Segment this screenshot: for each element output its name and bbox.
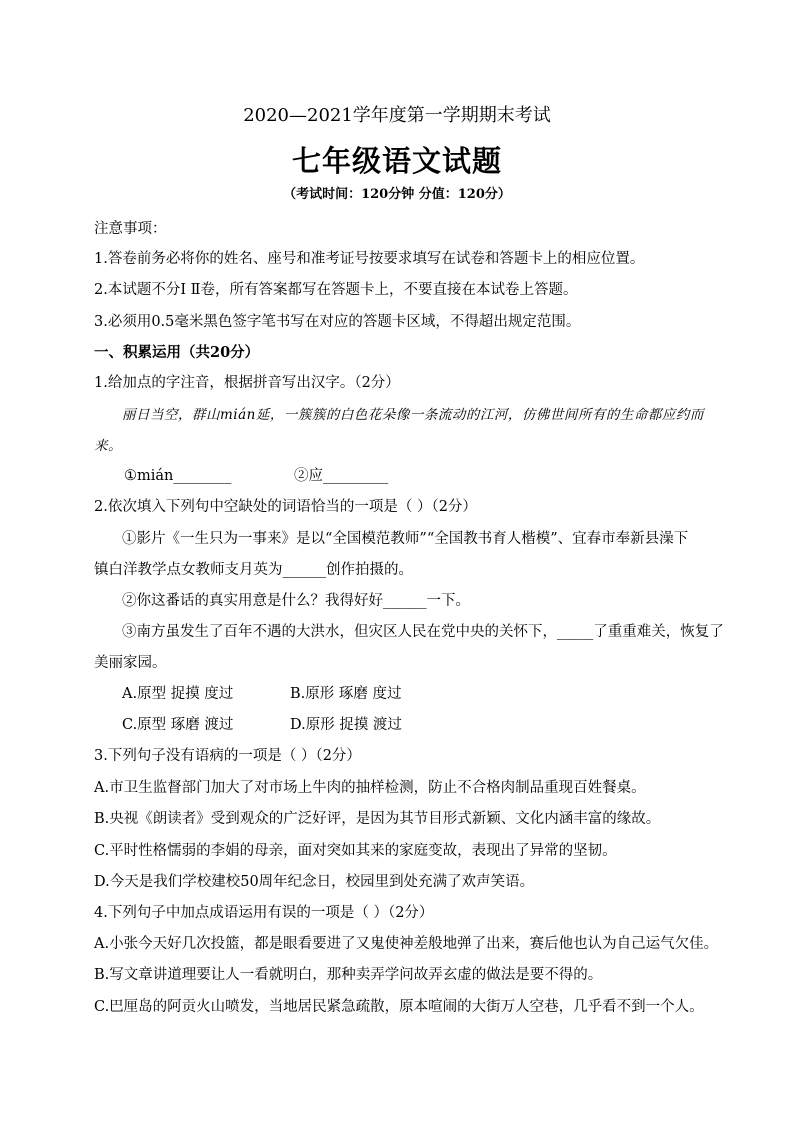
q2-sentence-2: ②你这番话的真实用意是什么？我得好好______一下。 — [122, 593, 470, 609]
q1-blank-1: ①mián________ — [124, 468, 232, 484]
q2-sentence-1-line-2: 镇白洋教学点女教师支月英为______创作拍摄的。 — [94, 562, 413, 578]
q1-passage-line-1: 丽日当空，群山mián延，一簇簇的白色花朵像一条流动的江河，仿佛世间所有的生命都应约而 — [122, 407, 704, 423]
q4-option-b: B.写文章讲道理要让人一看就明白，那种卖弄学问故弄玄虚的做法是要不得的。 — [94, 967, 603, 983]
section-heading: 一、积累运用（共20分） — [94, 344, 260, 361]
note-item-2: 2.本试题不分Ⅰ Ⅱ卷，所有答案都写在答题卡上，不要直接在本试卷上答题。 — [94, 282, 578, 298]
q4-stem: 4.下列句子中加点成语运用有误的一项是（ ）（2分） — [94, 905, 434, 921]
q2-option-c: C.原型 琢磨 渡过 — [122, 717, 234, 733]
q1-passage-line-2: 来。 — [94, 438, 122, 454]
q2-sentence-3-line-1: ③南方虽发生了百年不遇的大洪水，但灾区人民在党中央的关怀下，_____了重重难关，恢复了 — [122, 624, 724, 640]
q2-option-d: D.原形 捉摸 渡过 — [290, 717, 402, 733]
q2-stem: 2.依次填入下列句中空缺处的词语恰当的一项是（ ）（2分） — [94, 499, 477, 515]
q1-blank-2: ②应_________ — [294, 468, 389, 484]
q3-option-c: C.平时性格懦弱的李娟的母亲，面对突如其来的家庭变故，表现出了异常的坚韧。 — [94, 843, 617, 859]
q3-option-d: D.今天是我们学校建校50周年纪念日，校园里到处充满了欢声笑语。 — [94, 874, 535, 890]
q2-sentence-3-line-2: 美丽家园。 — [94, 655, 167, 671]
exam-subject-title: 七年级语文试题 — [291, 144, 502, 178]
q4-option-c: C.巴厘岛的阿贡火山喷发，当地居民紧急疏散，原本喧闹的大街万人空巷，几乎看不到一个人。 — [94, 999, 704, 1015]
note-item-1: 1.答卷前务必将你的姓名、座号和准考证号按要求填写在试卷和答题卡上的相应位置。 — [94, 251, 645, 267]
note-item-3: 3.必须用0.5毫米黑色签字笔书写在对应的答题卡区域，不得超出规定范围。 — [94, 314, 581, 330]
q3-option-b: B.央视《朗读者》受到观众的广泛好评，是因为其节目形式新颖、文化内涵丰富的缘故。 — [94, 811, 661, 827]
q3-stem: 3.下列句子没有语病的一项是（ ）（2分） — [94, 748, 361, 764]
q1-stem: 1.给加点的字注音，根据拼音写出汉字。（2分） — [94, 375, 400, 391]
q4-option-a: A.小张今天好几次投篮，都是眼看要进了又鬼使神差般地弹了出来，赛后他也认为自己运气欠佳。 — [94, 936, 719, 952]
q2-sentence-1-line-1: ①影片《一生只为一事来》是以“全国模范教师”“全国教书育人楷模”、宜春市奉新县澡下 — [122, 531, 689, 547]
exam-term-title: 2020—2021学年度第一学期期末考试 — [243, 105, 551, 126]
q3-option-a: A.市卫生监督部门加大了对市场上牛肉的抽样检测，防止不合格肉制品重现百姓餐桌。 — [94, 780, 646, 796]
notes-heading: 注意事项： — [94, 221, 167, 237]
q2-option-b: B.原形 琢磨 度过 — [290, 686, 402, 702]
q2-option-a: A.原型 捉摸 度过 — [122, 686, 234, 702]
exam-time-score: （考试时间：120分钟 分值：120分） — [283, 187, 511, 202]
